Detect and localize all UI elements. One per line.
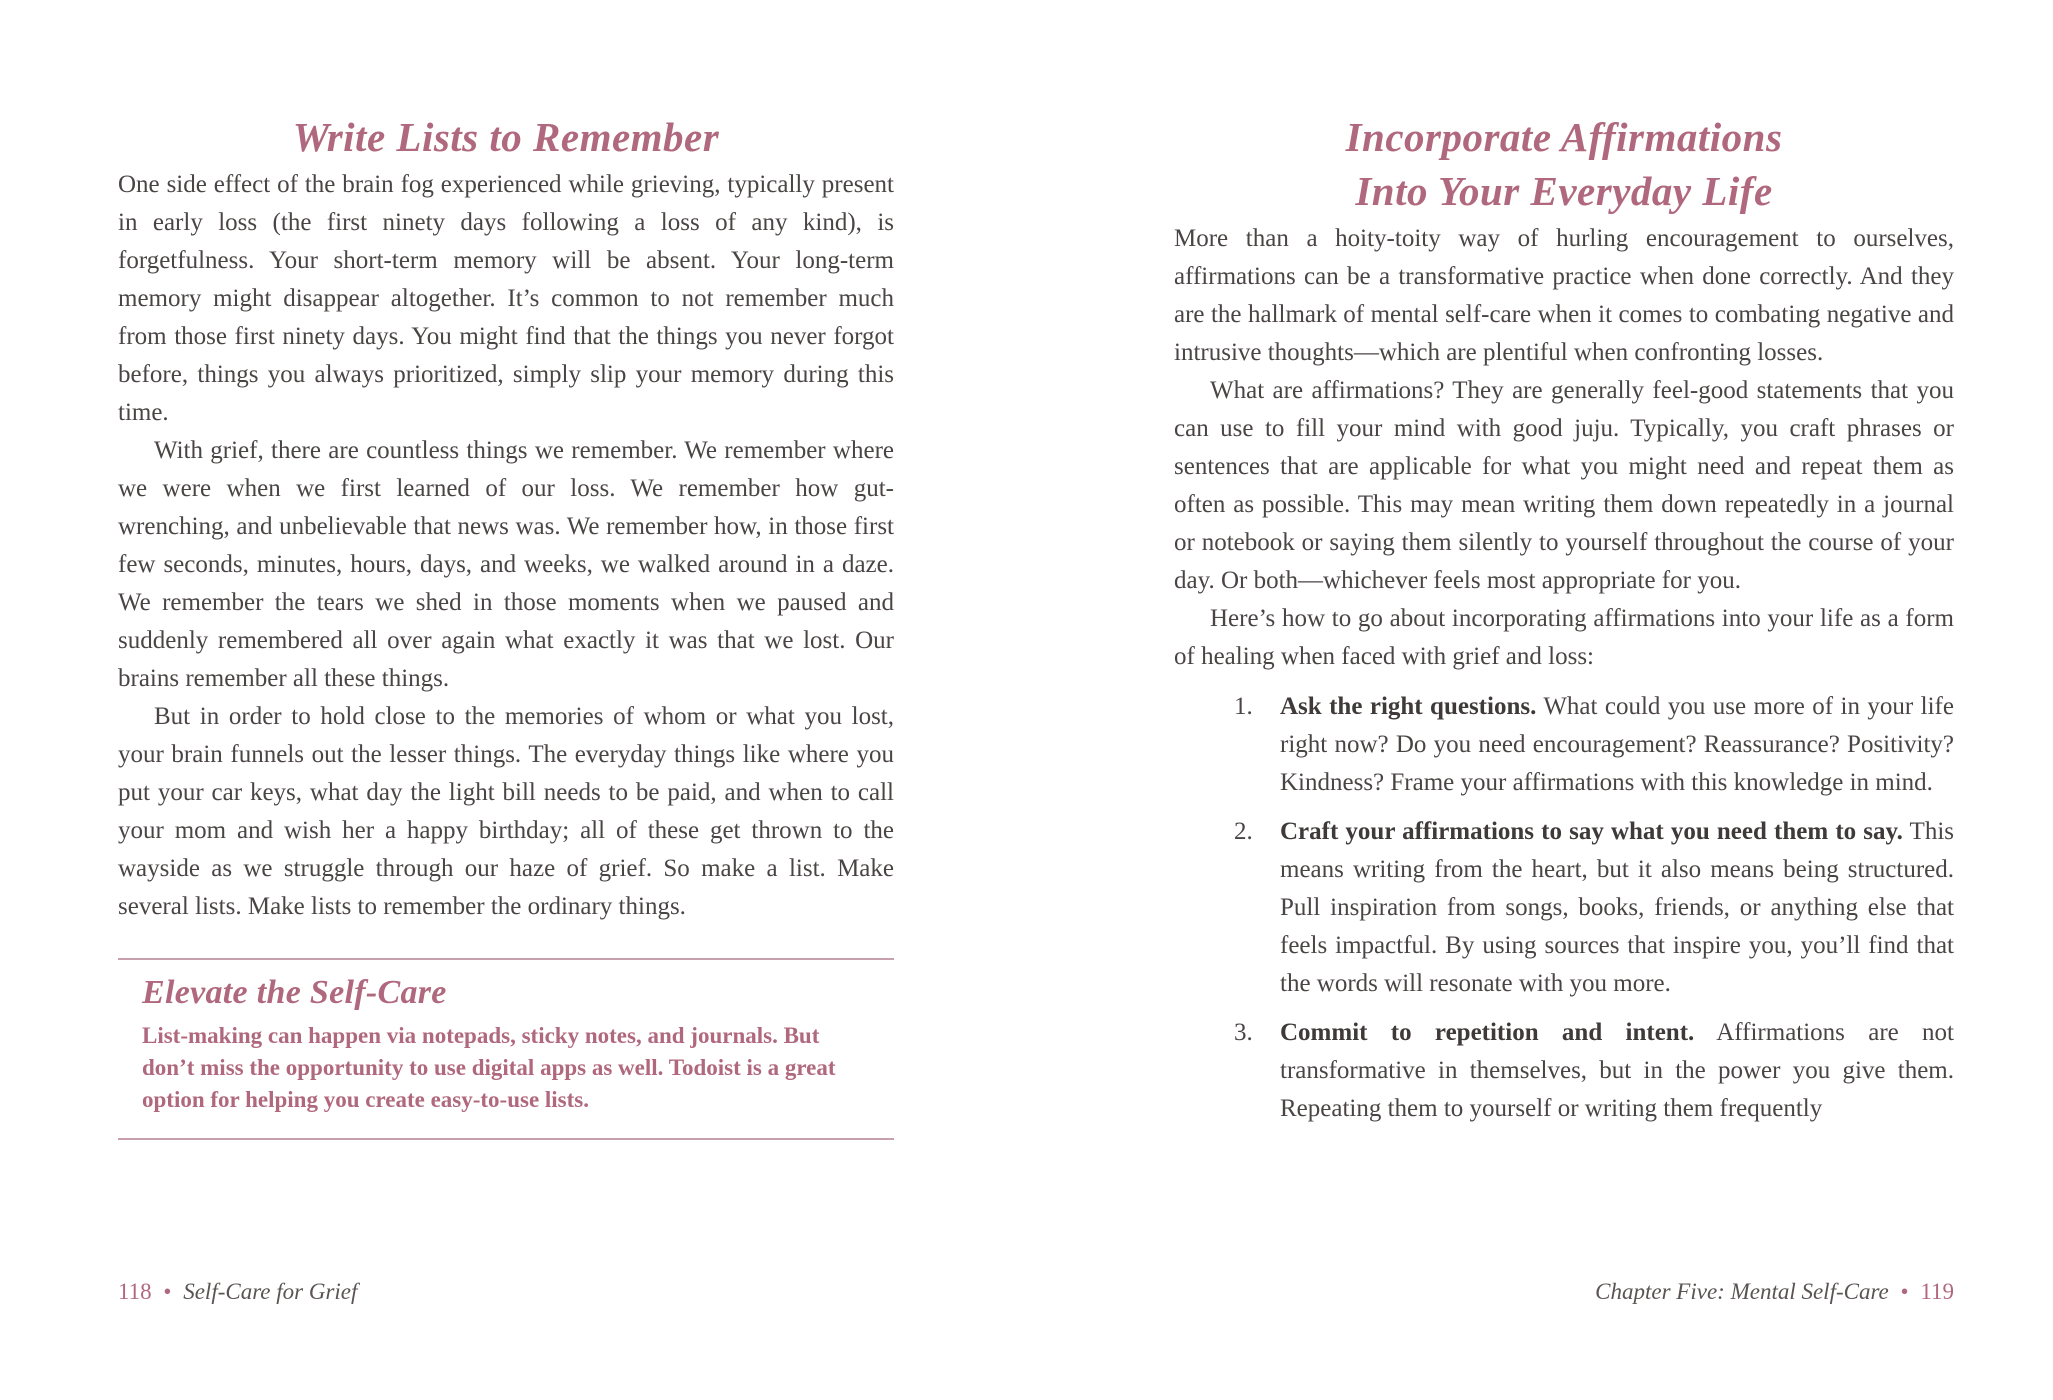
sidebar-text: List-making can happen via notepads, sticky notes, and journals. But don’t miss the opportunity to use digital apps as well. Todoist is a great option for helping you create easy-to-use lists. — [142, 1023, 836, 1112]
running-title: Self-Care for Grief — [183, 1279, 358, 1304]
numbered-list — [1174, 688, 1954, 1128]
list-item — [1174, 1014, 1954, 1128]
list-item — [1174, 813, 1954, 1003]
list-body: Affirmations are not transformative in themselves, but in the power you give them. Repeating them to yourself or writing them frequently — [1280, 1019, 1954, 1122]
list-lead: Craft your affirmations to say what you need them to say. — [1280, 818, 1903, 845]
page-number: 119 — [1920, 1279, 1954, 1304]
list-number: 2. — [1234, 818, 1253, 845]
body-paragraph: More than a hoity-toity way of hurling encouragement to ourselves, affirmations can be a transformative practice when done correctly. And they are the hallmark of mental self-care when it comes to combating negative and intrusive thoughts—which are plentiful when confronting losses. — [1174, 225, 1954, 366]
list-text — [1280, 1014, 1954, 1128]
running-title: Chapter Five: Mental Self-Care — [1595, 1279, 1889, 1304]
body-paragraph: One side effect of the brain fog experienced while grieving, typically present in early loss (the first ninety days following a loss of any kind), is forgetfulness. Your short-term memory will be absent. Your long-term memory might disappear altogether. It’s common to not remember much from those first ninety days. You might find that the things you never forgot before, things you always prioritized, simply slip your memory during this time. — [118, 171, 894, 426]
body-paragraph: But in order to hold close to the memories of whom or what you lost, your brain funnels out the lesser things. The everyday things like where you put your car keys, what day the light bill needs to be paid, and when to call your mom and wish her a happy birthday; all of these get thrown to the wayside as we struggle through our haze of grief. So make a list. Make several lists. Make lists to remember the ordinary things. — [118, 703, 894, 920]
list-number: 1. — [1234, 693, 1253, 720]
section-heading — [1174, 110, 1954, 218]
page-number: 118 — [118, 1279, 152, 1304]
list-body: This means writing from the heart, but it also means being structured. Pull inspiration from songs, books, friends, or anything else that feels impactful. By using sources that inspire you, you’ll find that the words will resonate with you more. — [1280, 818, 1954, 997]
list-lead: Commit to repetition and intent. — [1280, 1019, 1695, 1046]
left-page — [118, 0, 894, 1400]
folio-separator: • — [1900, 1279, 1909, 1304]
body-paragraph: Here’s how to go about incorporating affirmations into your life as a form of healing when faced with grief and loss: — [1174, 605, 1954, 670]
list-text — [1280, 813, 1954, 1003]
body-paragraph: What are affirmations? They are generally feel-good statements that you can use to fill your mind with good juju. Typically, you craft phrases or sentences that are applicable for what you might need and repeat them as often as possible. This may mean writing them down repeatedly in a journal or notebook or saying them silently to yourself throughout the course of your day. Or both—whichever feels most appropriate for you. — [1174, 377, 1954, 594]
right-folio — [1595, 1277, 1954, 1307]
list-lead: Ask the right questions. — [1280, 693, 1537, 720]
section-heading: Write Lists to Remember — [292, 114, 720, 160]
list-text — [1280, 688, 1954, 802]
list-body: What could you use more of in your life right now? Do you need encouragement? Reassurance? Positivity? Kindness? Frame your affirmations with this knowledge in mind. — [1280, 693, 1954, 796]
body-paragraph: With grief, there are countless things we remember. We remember where we were when we first learned of our loss. We remember how gut-wrenching, and unbelievable that news was. We remember how, in those first few seconds, minutes, hours, days, and weeks, we walked around in a daze. We remember the tears we shed in those moments when we paused and suddenly remembered all over again what exactly it was that we lost. Our brains remember all these things. — [118, 437, 894, 692]
sidebar-title: Elevate the Self-Care — [142, 974, 447, 1011]
list-number: 3. — [1234, 1019, 1253, 1046]
left-folio — [118, 1277, 357, 1307]
folio-separator: • — [163, 1279, 172, 1304]
heading-line: Into Your Everyday Life — [1355, 168, 1773, 214]
heading-line: Incorporate Affirmations — [1345, 114, 1783, 160]
list-item — [1174, 688, 1954, 802]
self-care-sidebar — [118, 958, 894, 1140]
right-page — [1174, 0, 1954, 1400]
